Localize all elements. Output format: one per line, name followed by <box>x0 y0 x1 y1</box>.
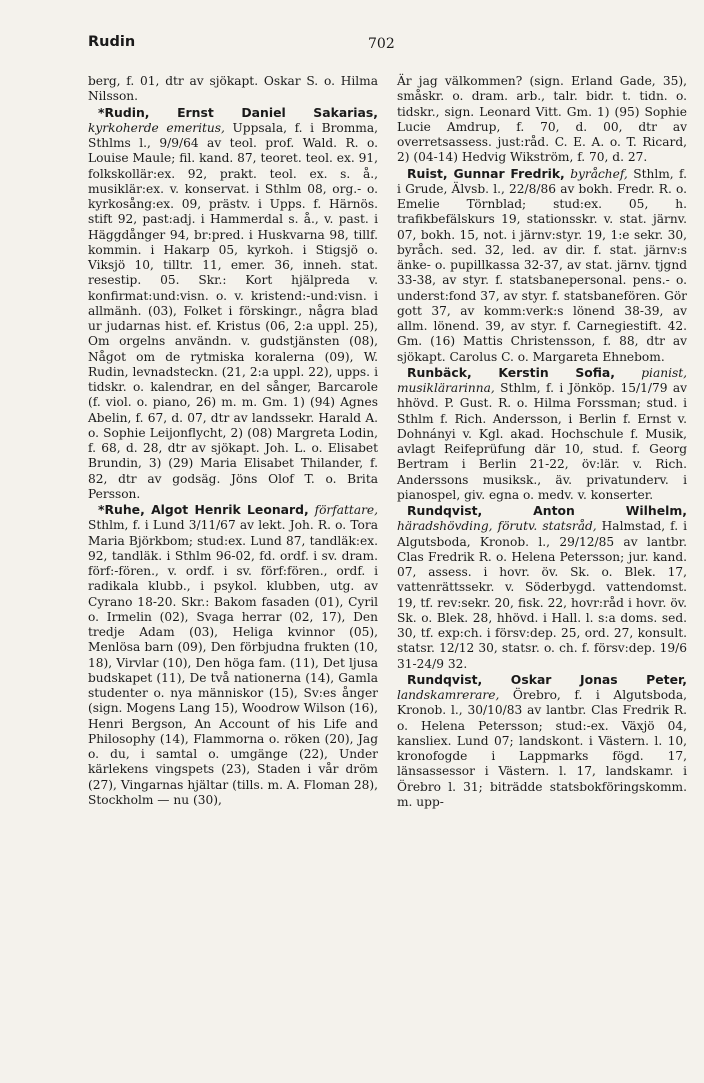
right-column <box>397 74 687 810</box>
entry-rundqvist-anton <box>397 503 687 672</box>
entry-occupation: författare, <box>314 503 379 517</box>
page-number: 702 <box>368 36 395 52</box>
entry-occupation: häradshövding, förutv. statsråd, <box>397 519 597 534</box>
entry-occupation: landskamrerare, <box>397 688 500 702</box>
entry-rundqvist-oskar <box>397 672 687 810</box>
entry-name: Ruist, Gunnar Fredrik, <box>407 165 565 181</box>
entry-occupation: kyrkoherde emeritus, <box>88 120 225 135</box>
page-header <box>88 34 670 56</box>
entry-rudin <box>88 105 378 503</box>
entry-body: Halmstad, f. i Algutsboda, Kronob. l., 29/12/85 av lantbr. Clas Fredrik R. o. Helena Petersson; jur. kand. 07, assess. i hovr. öv. Sk. o. Blek. 17, vattenrättssekr. v. Söderbygd. vattendomst. 19, tf. rev:sekr. 20, fisk. 22, hovr:råd i hovr. öv. Sk. o. Blek. 28, hhövd. i Hall. l. s:a doms. sed. 30, tf. exp:ch. i försv:dep. 25, ord. 27, konsult. statsr. 12/12 30, statsr. o. ch. f. försv:dep. 19/6 31-24/9 32. <box>397 519 687 671</box>
entry-continuation <box>88 74 378 105</box>
entry-body: Örebro, f. i Algutsboda, Kronob. l., 30/10/83 av lantbr. Clas Fredrik R. o. Helena Petersson; stud:-ex. Växjö 04, kansliex. Lund 07; landskont. i Västern. l. 10, kronofogde i Lappmarks fögd. 17, länsassessor i Västern. l. 17, landskamr. i Örebro l. 31; biträdde statsbokföringskomm. m. upp- <box>397 688 687 809</box>
entry-body: berg, f. 01, dtr av sjökapt. Oskar S. o. Hilma Nilsson. <box>88 74 378 104</box>
entry-body: Sthlm, f. i Jönköp. 15/1/79 av hhövd. P. Gust. R. o. Hilma Forssman; stud. i Sthlm f. Rich. Andersson, i Berlin f. Ernst v. Dohnányi v. Kgl. akad. Hochschule f. Musik, avlagt Reifeprüfung där 10, stud. f. Georg Bertram i Berlin 21-22, öv:lär. v. Rich. Anderssons musiksk., äv. privatunderv. i pianospel, giv. egna o. medv. v. konserter. <box>397 381 688 502</box>
left-column <box>88 74 378 810</box>
entry-occupation: byråchef, <box>570 166 628 181</box>
entry-name: *Ruhe, Algot Henrik Leonard, <box>98 502 309 517</box>
running-head: Rudin <box>88 34 136 50</box>
entry-name: Runbäck, Kerstin Sofia, <box>407 364 616 380</box>
entry-ruhe <box>88 502 378 808</box>
entry-ruist <box>397 166 687 365</box>
entry-runback <box>397 365 687 503</box>
entry-name: *Rudin, Ernst Daniel Sakarias, <box>98 104 378 120</box>
entry-body: Är jag välkommen? (sign. Erland Gade, 35), småskr. o. dram. arb., talr. bidr. t. tidn. o. tidskr., sign. Leonard Vitt. Gm. 1) (95) Sophie Lucie Amdrup, f. 70, d. 00, dtr av overretsassess. just:råd. C. E. A. o. T. Ricard, 2) (04-14) Hedvig Wikström, f. 70, d. 27. <box>397 74 687 165</box>
entry-body: Uppsala, f. i Bromma, Sthlms l., 9/9/64 av teol. prof. Wald. R. o. Louise Maule; fil. kand. 87, teoret. teol. ex. 91, folkskollär:ex. 92, prakt. teol. ex. s. å., musiklär:ex. v. konservat. i Sthlm 08, org.- o. kyrkosång:ex. 09, prästv. i Upps. f. Härnös. stift 92, past:adj. i Hammerdal s. å., v. past. i Häggdånger 94, br:pred. i Huskvarna 98, tillf. kommin. i Hakarp 05, kyrkoh. i Stigsjö o. Viksjö 10, tilltr. 11, emer. 36, inneh. stat. resestip. 05. Skr.: Kort hjälpreda v. konfirmat:und:visn. o. v. kristend:-und:visn. i allmänh. (03), Folket i förskingr., några blad ur judarnas hist. ef. Kristus (06, 2:a uppl. 25), Om orgelns användn. v. gudstjänsten (08), Något om de rytmiska koralerna (09), W. Rudin, levnadsteckn. (21, 2:a uppl. 22), upps. i tidskr. o. kalendrar, en del sånger, Barcarole (f. viol. o. piano, 26) m. m. Gm. 1) (94) Agnes Abelin, f. 67, d. 07, dtr av landssekr. Harald A. o. Sophie Leijonflycht, 2) (08) Margreta Lodin, f. 68, d. 28, dtr av sjökapt. Joh. L. o. Elisabet Brundin, 3) (29) Maria Elisabet Thilander, f. 82, dtr av godsäg. Jöns Olof T. o. Brita Persson. <box>88 120 379 501</box>
entry-name: Rundqvist, Oskar Jonas Peter, <box>407 671 687 687</box>
entry-name: Rundqvist, Anton Wilhelm, <box>407 503 687 518</box>
entry-occupation: pianist, musiklärarinna, <box>397 365 687 395</box>
entry-body: Sthlm, f. i Lund 3/11/67 av lekt. Joh. R. o. Tora Maria Björkbom; stud:ex. Lund 87, tandläk:ex. 92, tandläk. i Sthlm 96-02, fd. ordf. i sv. dram. förf:-fören., v. ordf. i sv. förf:fören., ordf. i radikala klubb., i psykol. klubben, utg. av Cyrano 18-20. Skr.: Bakom fasaden (01), Cyril o. Irmelin (02), Svaga herrar (02, 17), Den tredje Adam (03), Heliga kvinnor (05), Menlösa barn (09), Den förbjudna frukten (10, 18), Virvlar (10), Den höga fam. (11), Det ljusa budskapet (11), De två nationerna (14), Gamla studenter o. nya människor (15), Sv:es ånger (sign. Mogens Lang 15), Woodrow Wilson (16), Henri Bergson, An Account of his Life and Philosophy (14), Flammorna o. röken (20), Jag o. du, i samtal o. umgänge (22), Under kärlekens vingspets (23), Staden i vår dröm (27), Vingarnas hjältar (tills. m. A. Floman 28), Stockholm — nu (30), <box>88 518 378 807</box>
entry-body: Sthlm, f. i Grude, Älvsb. l., 22/8/86 av bokh. Fredr. R. o. Emelie Törnblad; stud:ex. 05, h. trafikbefälskurs 19, stationsskr. v. stat. järnv. 07, bokh. 15, not. i järnv:styr. 19, 1:e sekr. 30, byråch. sed. 32, led. av dir. f. stat. järnv:s änke- o. pupillkassa 32-37, av stat. järnv. tjgnd 33-38, av styr. f. statsbanepersonal. pens.- o. underst:fond 37, av styr. f. statsbanefören. Gör gott 37, av komm:verk:s lönend 38-39, av allm. lönend. 39, av styr. f. Carnegiestift. 42. Gm. (16) Mattis Christensson, f. 88, dtr av sjökapt. Carolus C. o. Margareta Ehnebom. <box>397 166 687 364</box>
entry-continuation <box>397 74 687 166</box>
text-columns <box>88 74 688 810</box>
